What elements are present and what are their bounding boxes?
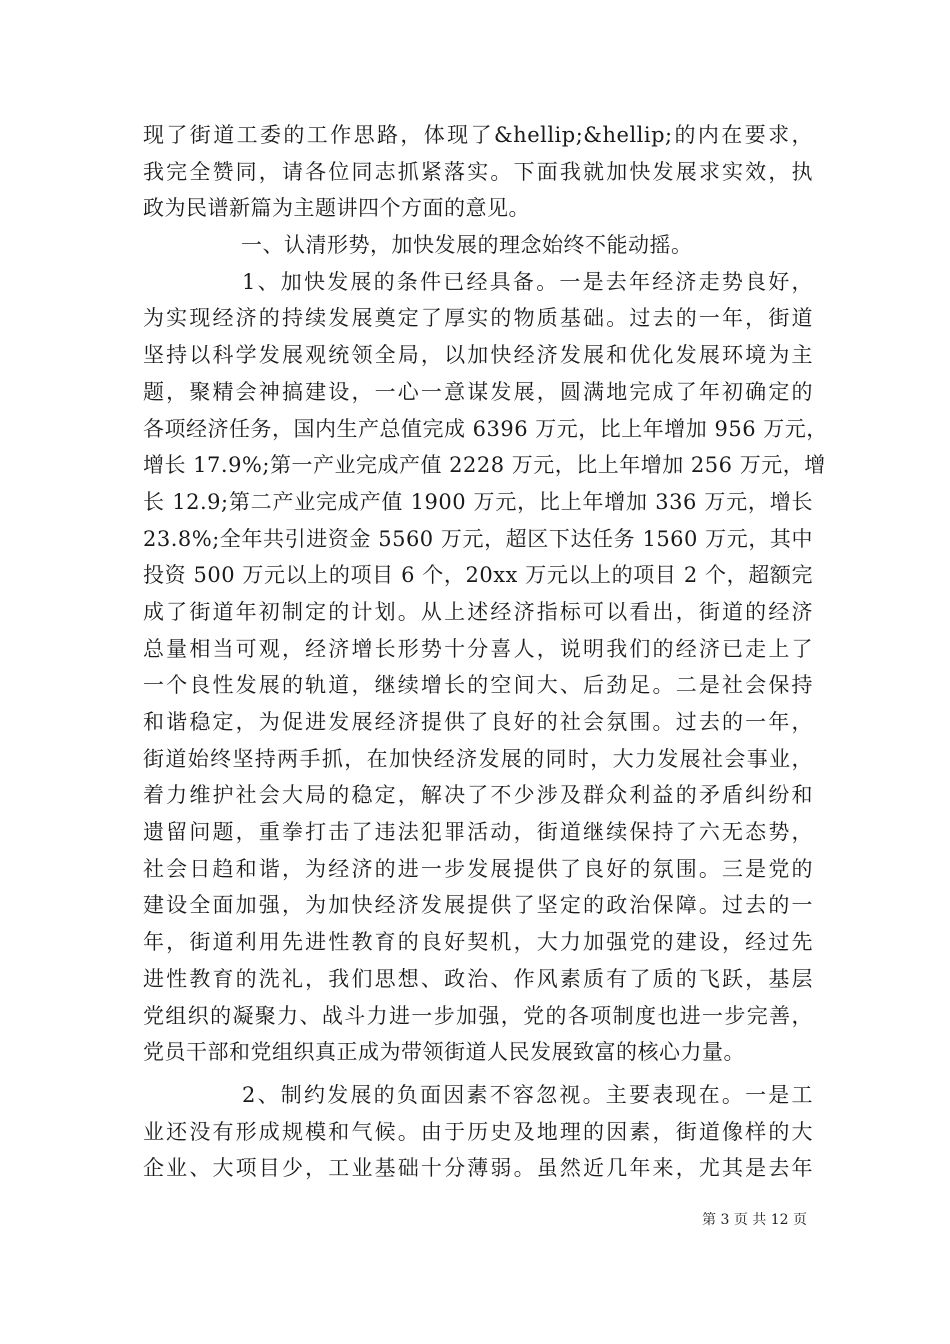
text-line: 投资 500 万元以上的项目 6 个，20xx 万元以上的项目 2 个，超额完 xyxy=(143,563,813,588)
text-line: 增长 17.9%;第一产业完成产值 2228 万元，比上年增加 256 万元，增 xyxy=(143,453,826,478)
text-line: 遗留问题，重拳打击了违法犯罪活动，街道继续保持了六无态势， xyxy=(143,820,813,845)
text-line: 1、加快发展的条件已经具备。一是去年经济走势良好， xyxy=(242,269,813,294)
text-line: 现了街道工委的工作思路，体现了&hellip;&hellip;的内在要求， xyxy=(143,123,813,147)
text-line: 总量相当可观，经济增长形势十分喜人，说明我们的经济已走上了 xyxy=(143,636,813,661)
document-body xyxy=(143,117,828,1187)
text-line: 各项经济任务，国内生产总值完成 6396 万元，比上年增加 956 万元， xyxy=(143,416,828,441)
text-line: 着力维护社会大局的稳定，解决了不少涉及群众利益的矛盾纠纷和 xyxy=(143,783,813,808)
text-line: 和谐稳定，为促进发展经济提供了良好的社会氛围。过去的一年， xyxy=(143,710,813,734)
text-line: 长 12.9;第二产业完成产值 1900 万元，比上年增加 336 万元，增长 xyxy=(143,489,813,514)
text-line: 我完全赞同，请各位同志抓紧落实。下面我就加快发展求实效，执 xyxy=(143,159,813,184)
text-line: 23.8%;全年共引进资金 5560 万元，超区下达任务 1560 万元，其中 xyxy=(143,526,813,551)
text-line: 业还没有形成规模和气候。由于历史及地理的因素，街道像样的大 xyxy=(143,1119,813,1144)
text-line: 题，聚精会神搞建设，一心一意谋发展，圆满地完成了年初确定的 xyxy=(143,379,813,404)
text-line: 一、认清形势，加快发展的理念始终不能动摇。 xyxy=(241,233,693,258)
text-line: 街道始终坚持两手抓，在加快经济发展的同时，大力发展社会事业， xyxy=(143,746,813,771)
text-line: 进性教育的洗礼，我们思想、政治、作风素质有了质的飞跃，基层 xyxy=(143,966,813,991)
text-line: 党员干部和党组织真正成为带领街道人民发展致富的核心力量。 xyxy=(143,1040,745,1065)
text-line: 企业、大项目少，工业基础十分薄弱。虽然近几年来，尤其是去年 xyxy=(143,1156,813,1181)
text-line: 建设全面加强，为加快经济发展提供了坚定的政治保障。过去的一 xyxy=(143,893,813,918)
text-line: 政为民谱新篇为主题讲四个方面的意见。 xyxy=(143,196,530,221)
text-line: 2、制约发展的负面因素不容忽视。主要表现在。一是工 xyxy=(242,1082,813,1107)
text-line: 为实现经济的持续发展奠定了厚实的物质基础。过去的一年，街道 xyxy=(143,306,813,331)
text-line: 年，街道利用先进性教育的良好契机，大力加强党的建设，经过先 xyxy=(143,930,813,955)
text-line: 一个良性发展的轨道，继续增长的空间大、后劲足。二是社会保持 xyxy=(143,673,813,698)
text-line: 坚持以科学发展观统领全局，以加快经济发展和优化发展环境为主 xyxy=(143,343,813,368)
text-line: 成了街道年初制定的计划。从上述经济指标可以看出，街道的经济 xyxy=(143,599,813,624)
page-number-footer: 第 3 页 共 12 页 xyxy=(702,1212,807,1228)
text-line: 党组织的凝聚力、战斗力进一步加强，党的各项制度也进一步完善， xyxy=(143,1003,813,1028)
text-line: 社会日趋和谐，为经济的进一步发展提供了良好的氛围。三是党的 xyxy=(143,856,813,881)
